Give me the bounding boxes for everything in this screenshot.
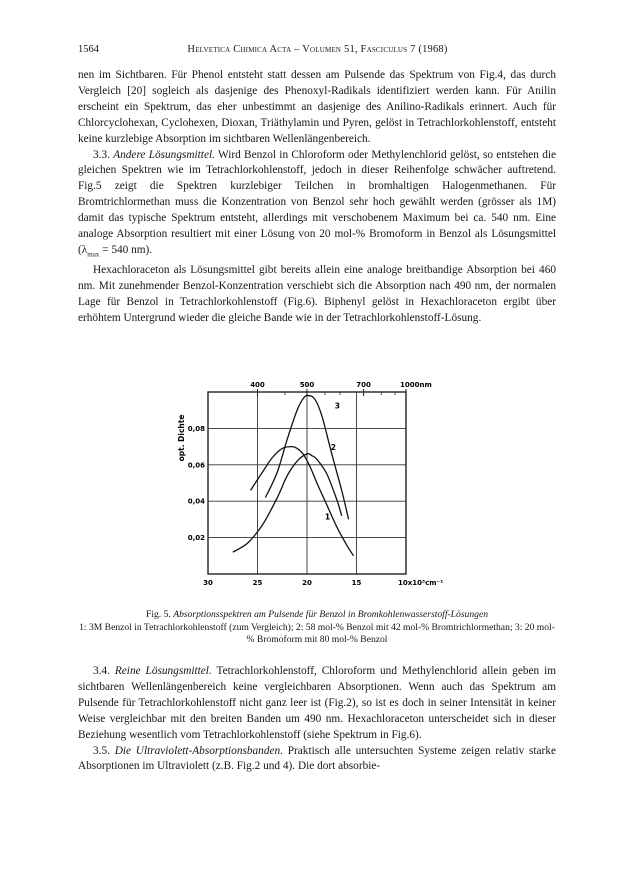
paragraph-1: nen im Sichtbaren. Für Phenol entsteht statt dessen am Pulsende das Spektrum von Fig.4, das durch Vergleich [20] sogleich als dasjenige des Phenoxyl-Radikals identifiziert werden kann. Für Anilin erscheint ein Spektrum, das eher unbestimmt an dasjenige des Anilino-Radikals erinnert. Auch für Chlorcyclohexan, Cyclohexen, Dioxan, Triäthylamin und Pyren, gelöst in Tetrachlorkohlenstoff, entsteht keine kurzlebige Absorption im sichtbaren Wellenlängenbereich.	[78, 69, 556, 145]
chart-marks	[188, 381, 444, 587]
section-text-cont: ) damit das typische Spektrum entsteht, allerdings mit verschobenem Maximum bei ca. 540 nm. Eine analoge Absorption resultiert mit einer Lösung von 20 mol-% Bromoform in Benzol als Lösungsmittel (λ	[78, 196, 556, 256]
section-text: Praktisch alle untersuchten Systeme zeigen relativ starke Absorptionen im Ultraviolett (z.B. Fig.2 und 4). Die dort absorbie-	[78, 744, 556, 773]
caption-title: Absorptionsspektren am Pulsende für Benzol in Bromkohlenwasserstoff-Lösungen	[173, 609, 488, 620]
y-axis-label: opt. Dichte	[177, 414, 186, 462]
paragraph-3-3	[78, 148, 556, 264]
paragraph-3-5	[78, 744, 556, 776]
absorption-spectra-chart	[168, 378, 458, 604]
body-text-bottom	[78, 664, 556, 775]
x-tick-label: 25	[252, 579, 263, 587]
y-tick-label: 0,04	[187, 497, 205, 506]
figure-caption	[78, 609, 556, 647]
top-axis-tick-label: 500	[299, 381, 315, 389]
caption-label: Fig. 5.	[146, 609, 171, 620]
y-tick-label: 0,08	[187, 424, 205, 433]
paragraph-3-4	[78, 664, 556, 744]
section-number: 3.5.	[93, 744, 110, 757]
section-number: 3.4.	[93, 665, 110, 677]
lambda-subscript: max	[87, 250, 100, 259]
x-tick-label: 20	[302, 579, 312, 587]
series-1-label: 1	[324, 512, 331, 522]
x-tick-label: 15	[351, 579, 362, 587]
body-text-top	[78, 68, 556, 327]
series-3-label: 3	[334, 401, 340, 411]
x-tick-label: 10x10³cm⁻¹	[398, 579, 444, 587]
page-header	[78, 44, 556, 55]
section-title: Andere Lösungsmittel.	[113, 148, 215, 161]
section-text-end: = 540 nm).	[99, 243, 153, 256]
x-tick-label: 30	[203, 579, 213, 587]
chart-grid	[208, 392, 406, 574]
y-tick-label: 0,02	[187, 534, 205, 543]
section-title: Reine Lösungsmittel.	[114, 665, 212, 677]
y-tick-label: 0,06	[187, 461, 205, 470]
section-text: Wird Benzol in Chloroform oder Methylenchlorid gelöst, so entstehen die gleichen Spektren wie im Tetrachlorkohlenstoff, jedoch in dieser Reihenfolge schwächer auftretend. Fig.5 zeigt die Spektren kurzlebiger Teilchen in bromhaltigen Halogenmethanen. Für Bromtrichlormethan muss die Konzentration von Benzol sehr hoch gewählt werden (grösser als 1	[78, 148, 557, 209]
section-number: 3.3.	[93, 148, 110, 161]
page-number: 1564	[78, 44, 99, 55]
section-text: Tetrachlorkohlenstoff, Chloroform und Methylenchlorid allein geben im sichtbaren Wellenlängenbereich keine vergleichbaren Absorptionen. Wenn auch das Spektrum am Pulsende für Tetrachlorkohlenstoff nicht ganz leer ist (Fig.2), so ist es doch in seiner Intensität in keiner Weise vergleichbar mit den breiten Banden um 490 nm. Hexachloraceton unterscheidet sich in dieser Beziehung wesentlich vom Tetrachlorkohlenstoff (siehe Spektrum in Fig.6).	[78, 665, 556, 741]
molar-symbol: M	[542, 196, 553, 209]
journal-title: Helvetica Chimica Acta – Volumen 51, Fasciculus 7 (1968)	[187, 44, 448, 55]
series-2-label: 2	[330, 443, 336, 453]
section-title: Die Ultraviolett-Absorptionsbanden.	[114, 744, 283, 757]
top-axis-tick-label: 400	[250, 381, 265, 389]
top-axis-tick-label: 700	[356, 381, 371, 389]
paragraph-hexachloraceton: Hexachloraceton als Lösungsmittel gibt bereits allein eine analoge breitbandige Absorption bei 460 nm. Mit zunehmender Benzol-Konzentration verschiebt sich die Absorption nach 490 nm, der normalen Lage für Benzol in Tetrachlorkohlenstoff (Fig.6). Biphenyl gelöst in Hexachloraceton ergibt über erhöhtem Untergrund wieder die gleiche Bande wie in der Tetrachlorkohlenstoff-Lösung.	[78, 264, 556, 324]
caption-detail: 1: 3M Benzol in Tetrachlorkohlenstoff (zum Vergleich); 2: 58 mol-% Benzol mit 42 mol-% Bromtrichlormethan; 3: 20 mol-% Bromoform mit 80 mol-% Benzol	[79, 621, 555, 646]
top-axis-tick-label: 1000nm	[400, 381, 432, 389]
